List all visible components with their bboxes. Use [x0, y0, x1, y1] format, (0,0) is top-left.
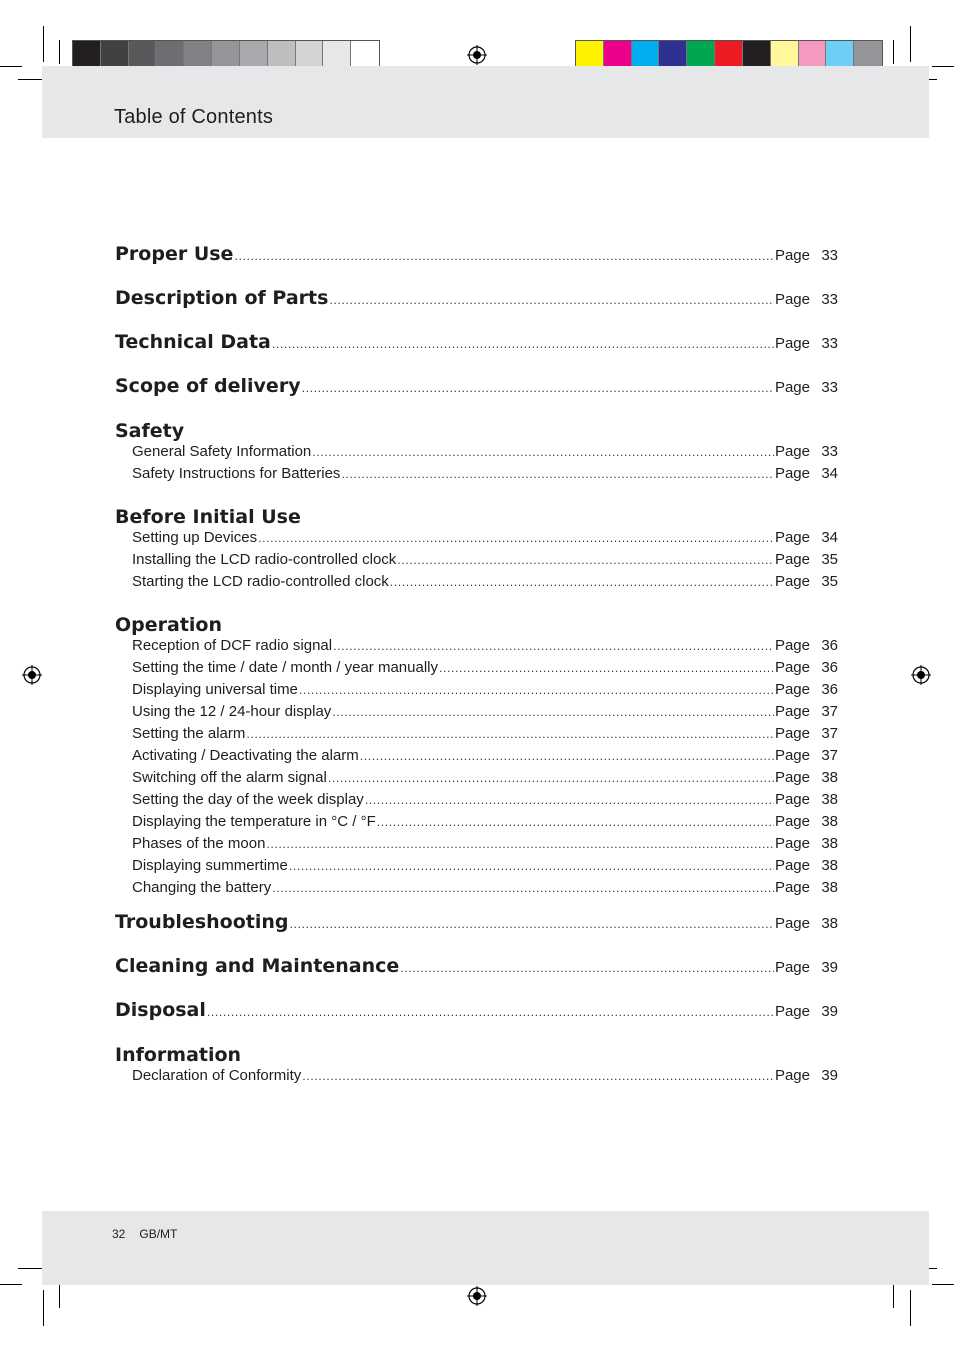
leader-dots	[266, 838, 774, 851]
toc-subentry[interactable]	[115, 725, 838, 747]
toc-entry-label: Changing the battery	[132, 879, 272, 896]
gray-swatch	[296, 41, 324, 68]
gray-swatch	[240, 41, 268, 68]
toc-entry-label: Phases of the moon	[132, 835, 266, 852]
toc-page-ref: Page 37	[774, 747, 838, 764]
toc-subentry[interactable]	[115, 857, 838, 879]
leader-dots	[299, 684, 774, 697]
toc-page-ref: Page 38	[774, 791, 838, 808]
toc-entry-label: Scope of delivery	[115, 375, 301, 397]
color-swatch	[771, 41, 799, 68]
registration-mark-icon	[911, 665, 931, 685]
footer-band	[42, 1211, 929, 1285]
toc-subentry[interactable]	[115, 443, 838, 465]
leader-dots	[290, 918, 774, 931]
toc-page-ref: Page 36	[774, 637, 838, 654]
toc-entry-label: Starting the LCD radio-controlled clock	[132, 573, 389, 590]
gray-swatch	[184, 41, 212, 68]
leader-dots	[207, 1006, 774, 1019]
toc-subentry[interactable]	[115, 703, 838, 725]
gray-swatch	[156, 41, 184, 68]
leader-dots	[302, 382, 774, 395]
toc-subentry[interactable]	[115, 637, 838, 659]
page-footer	[112, 1227, 191, 1241]
toc-page-ref: Page 34	[774, 529, 838, 546]
toc-entry-proper-use[interactable]	[115, 243, 838, 287]
toc-section-before-initial-use[interactable]: Before Initial Use	[115, 506, 301, 528]
crop-mark	[43, 26, 44, 62]
crop-mark	[0, 1284, 22, 1285]
toc-entry-scope-of-delivery[interactable]	[115, 375, 838, 419]
toc-entry-label: Cleaning and Maintenance	[115, 955, 400, 977]
toc-entry-label: Setting the alarm	[132, 725, 246, 742]
leader-dots	[400, 962, 774, 975]
color-calibration-bar	[575, 40, 883, 69]
color-swatch	[659, 41, 687, 68]
toc-subentry[interactable]	[115, 791, 838, 813]
crop-mark	[910, 1290, 911, 1326]
toc-entry-label: Setting the time / date / month / year manually	[132, 659, 438, 676]
gray-swatch	[351, 41, 379, 68]
leader-dots	[377, 816, 774, 829]
gray-swatch	[73, 41, 101, 68]
toc-entry-technical-data[interactable]	[115, 331, 838, 375]
toc-entry-disposal[interactable]	[115, 999, 838, 1043]
gray-swatch	[129, 41, 157, 68]
toc-entry-label: Displaying the temperature in °C / °F	[132, 813, 376, 830]
leader-dots	[272, 882, 774, 895]
crop-mark	[932, 1284, 954, 1285]
leader-dots	[234, 250, 774, 263]
crop-mark	[59, 40, 60, 64]
toc-page-ref: Page 38	[774, 835, 838, 852]
color-swatch	[799, 41, 827, 68]
toc-page-ref: Page 33	[774, 247, 838, 264]
toc-page-ref: Page 37	[774, 703, 838, 720]
page-number: 32	[112, 1227, 126, 1241]
toc-page-ref: Page 36	[774, 659, 838, 676]
toc-page-ref: Page 38	[774, 769, 838, 786]
leader-dots	[328, 772, 774, 785]
leader-dots	[272, 338, 774, 351]
crop-mark	[893, 1284, 894, 1308]
toc-subentry[interactable]	[115, 1067, 838, 1089]
toc-subentry[interactable]	[115, 465, 838, 487]
crop-mark	[932, 66, 954, 67]
crop-mark	[59, 1284, 60, 1308]
toc-page-ref: Page 38	[774, 857, 838, 874]
toc-section-operation[interactable]: Operation	[115, 614, 223, 636]
gray-swatch	[212, 41, 240, 68]
leader-dots	[258, 532, 774, 545]
toc-entry-label: Setting up Devices	[132, 529, 258, 546]
toc-page-ref: Page 39	[774, 1067, 838, 1084]
leader-dots	[332, 706, 774, 719]
toc-page-ref: Page 33	[774, 379, 838, 396]
toc-entry-label: Displaying universal time	[132, 681, 298, 698]
toc-entry-label: Setting the day of the week display	[132, 791, 364, 808]
toc-page-ref: Page 37	[774, 725, 838, 742]
color-swatch	[576, 41, 604, 68]
toc-entry-label: Using the 12 / 24-hour display	[132, 703, 332, 720]
leader-dots	[341, 468, 774, 481]
color-swatch	[826, 41, 854, 68]
toc-page-ref: Page 39	[774, 959, 838, 976]
table-of-contents	[115, 243, 838, 1089]
toc-page-ref: Page 38	[774, 813, 838, 830]
toc-entry-troubleshooting[interactable]	[115, 911, 838, 955]
page-title: Table of Contents	[114, 106, 274, 128]
region-code: GB/MT	[139, 1227, 178, 1241]
toc-page-ref: Page 36	[774, 681, 838, 698]
toc-page-ref: Page 38	[774, 879, 838, 896]
toc-subentry[interactable]	[115, 879, 838, 901]
toc-entry-label: General Safety Information	[132, 443, 312, 460]
crop-mark	[910, 26, 911, 62]
toc-page-ref: Page 35	[774, 551, 838, 568]
leader-dots	[397, 554, 774, 567]
leader-dots	[312, 446, 774, 459]
toc-entry-label: Declaration of Conformity	[132, 1067, 302, 1084]
registration-mark-icon	[467, 1286, 487, 1306]
toc-entry-label: Activating / Deactivating the alarm	[132, 747, 359, 764]
leader-dots	[289, 860, 774, 873]
gray-swatch	[268, 41, 296, 68]
toc-entry-label: Displaying summertime	[132, 857, 288, 874]
toc-page-ref: Page 33	[774, 335, 838, 352]
toc-subentry[interactable]	[115, 835, 838, 857]
toc-subentry[interactable]	[115, 769, 838, 791]
toc-page-ref: Page 35	[774, 573, 838, 590]
toc-entry-label: Safety Instructions for Batteries	[132, 465, 341, 482]
toc-entry-label: Proper Use	[115, 243, 234, 265]
toc-entry-label: Description of Parts	[115, 287, 329, 309]
toc-page-ref: Page 33	[774, 443, 838, 460]
toc-entry-label: Installing the LCD radio-controlled clock	[132, 551, 397, 568]
leader-dots	[302, 1070, 774, 1083]
leader-dots	[360, 750, 774, 763]
leader-dots	[333, 640, 774, 653]
leader-dots	[439, 662, 774, 675]
gray-swatch	[323, 41, 351, 68]
color-swatch	[632, 41, 660, 68]
gray-swatch	[101, 41, 129, 68]
toc-page-ref: Page 34	[774, 465, 838, 482]
toc-subentry[interactable]	[115, 551, 838, 573]
crop-mark	[0, 66, 22, 67]
toc-entry-label: Disposal	[115, 999, 206, 1021]
toc-section-safety[interactable]: Safety	[115, 420, 185, 442]
toc-subentry[interactable]	[115, 659, 838, 681]
crop-mark	[43, 1290, 44, 1326]
toc-subentry[interactable]	[115, 747, 838, 769]
toc-page-ref: Page 39	[774, 1003, 838, 1020]
color-swatch	[687, 41, 715, 68]
toc-page-ref: Page 38	[774, 915, 838, 932]
leader-dots	[329, 294, 774, 307]
color-swatch	[854, 41, 882, 68]
leader-dots	[390, 576, 774, 589]
toc-page-ref: Page 33	[774, 291, 838, 308]
toc-entry-label: Reception of DCF radio signal	[132, 637, 333, 654]
crop-mark	[893, 40, 894, 64]
toc-subentry[interactable]	[115, 813, 838, 835]
toc-section-information[interactable]: Information	[115, 1044, 242, 1066]
registration-mark-icon	[467, 45, 487, 65]
toc-entry-cleaning-and-maintenance[interactable]	[115, 955, 838, 999]
toc-entry-description-of-parts[interactable]	[115, 287, 838, 331]
color-swatch	[743, 41, 771, 68]
toc-subentry[interactable]	[115, 573, 838, 595]
toc-entry-label: Switching off the alarm signal	[132, 769, 327, 786]
color-swatch	[604, 41, 632, 68]
registration-mark-icon	[22, 665, 42, 685]
grayscale-calibration-bar	[72, 40, 380, 69]
leader-dots	[246, 728, 774, 741]
toc-entry-label: Technical Data	[115, 331, 271, 353]
color-swatch	[715, 41, 743, 68]
leader-dots	[365, 794, 774, 807]
toc-subentry[interactable]	[115, 681, 838, 703]
toc-subentry[interactable]	[115, 529, 838, 551]
toc-entry-label: Troubleshooting	[115, 911, 289, 933]
